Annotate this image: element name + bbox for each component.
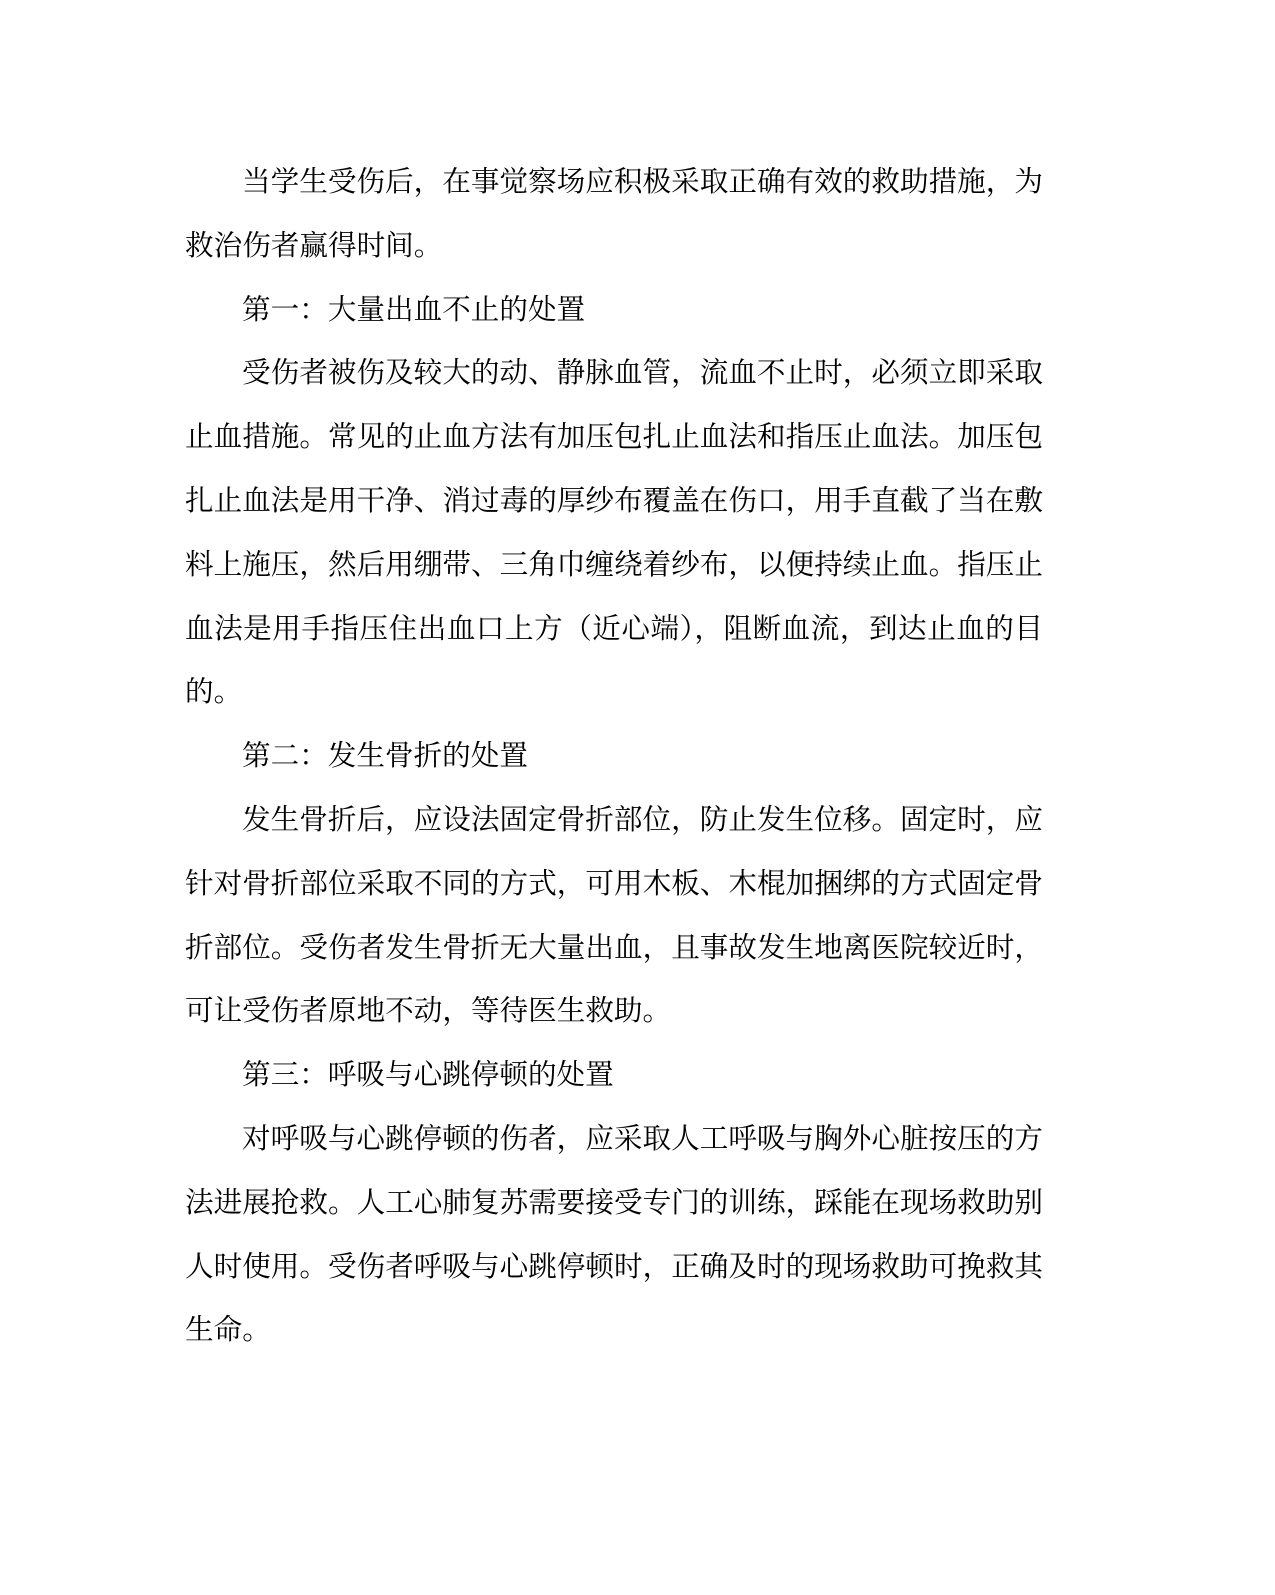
text-line: 法进展抢救。人工心肺复苏需要接受专门的训练，踩能在现场救助别 <box>185 1184 1043 1219</box>
text-line: 生命。 <box>185 1312 271 1347</box>
paragraph-intro <box>185 150 1043 278</box>
text-line: 料上施压，然后用绷带、三角巾缠绕着纱布，以便持续止血。指压止 <box>185 546 1043 581</box>
text-line: 的。 <box>185 674 243 709</box>
text-line: 当学生受伤后，在事觉察场应积极采取正确有效的救助措施，为 <box>242 164 1043 198</box>
section-heading: 第三：呼吸与心跳停顿的处置 <box>242 1057 614 1092</box>
section-heading: 第二：发生骨折的处置 <box>242 738 528 773</box>
section-heading-cardiac <box>185 1043 1043 1107</box>
text-line: 人时使用。受伤者呼吸与心跳停顿时，正确及时的现场救助可挽救其 <box>185 1248 1043 1283</box>
text-line: 可让受伤者原地不动，等待医生救助。 <box>185 993 672 1028</box>
text-line: 受伤者被伤及较大的动、静脉血管，流血不止时，必须立即采取 <box>242 355 1043 390</box>
section-heading-fracture <box>185 724 1043 788</box>
section-heading-bleeding <box>185 278 1043 342</box>
text-line: 止血措施。常见的止血方法有加压包扎止血法和指压止血法。加压包 <box>185 419 1043 454</box>
text-line: 针对骨折部位采取不同的方式，可用木板、木棍加捆绑的方式固定骨 <box>185 865 1043 900</box>
document-body <box>185 150 1043 1362</box>
text-line: 对呼吸与心跳停顿的伤者，应采取人工呼吸与胸外心脏按压的方 <box>242 1120 1043 1155</box>
text-line: 救治伤者赢得时间。 <box>185 227 443 262</box>
text-line: 发生骨折后，应设法固定骨折部位，防止发生位移。固定时，应 <box>242 801 1043 836</box>
paragraph-fracture <box>185 788 1043 1043</box>
paragraph-cardiac <box>185 1107 1043 1362</box>
section-heading: 第一：大量出血不止的处置 <box>242 291 586 326</box>
paragraph-bleeding <box>185 341 1043 724</box>
text-line: 血法是用手指压住出血口上方（近心端），阻断血流，到达止血的目 <box>185 610 1043 645</box>
text-line: 扎止血法是用干净、消过毒的厚纱布覆盖在伤口，用手直截了当在敷 <box>185 482 1043 517</box>
text-line: 折部位。受伤者发生骨折无大量出血，且事故发生地离医院较近时， <box>185 929 1043 964</box>
